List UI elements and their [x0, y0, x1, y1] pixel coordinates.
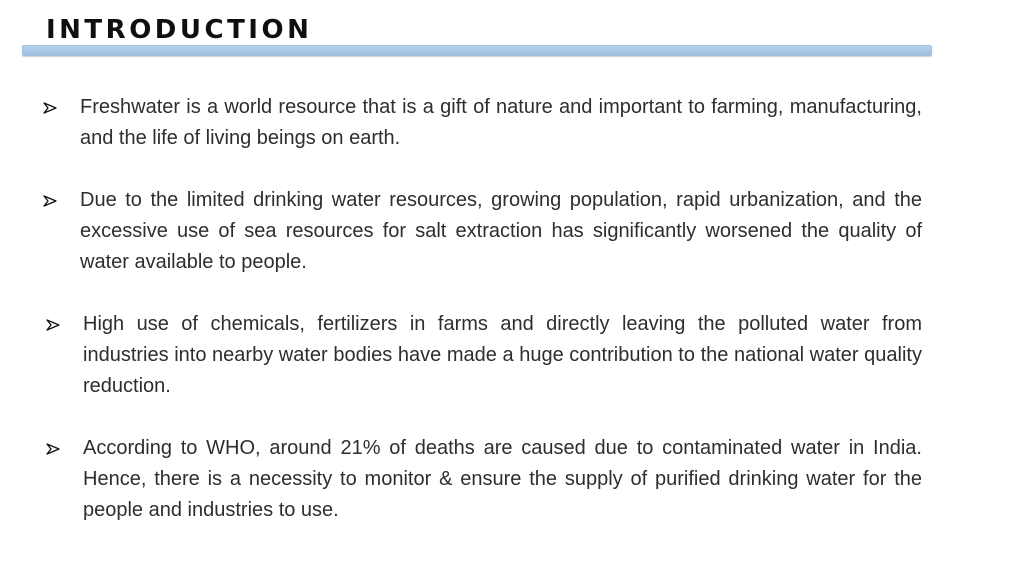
- bullet-text: Due to the limited drinking water resources, growing population, rapid urbanization, and the excessive use of sea resources for salt extraction has significantly worsened the quality of water available to people.: [80, 189, 922, 273]
- bullet-list: [40, 92, 922, 557]
- bullet-item-who-statistic: [40, 433, 922, 526]
- arrow-bullet-icon: [46, 443, 60, 455]
- arrow-bullet-icon: [46, 319, 60, 331]
- arrow-bullet-icon: [43, 102, 57, 114]
- bullet-text: High use of chemicals, fertilizers in farms and directly leaving the polluted water from industries into nearby water bodies have made a huge contribution to the national water quality reduction.: [83, 313, 922, 397]
- arrow-bullet-icon: [43, 195, 57, 207]
- bullet-text: According to WHO, around 21% of deaths are caused due to contaminated water in India. Hence, there is a necessity to monitor & ensure the supply of purified drinking water for the people and industries to use.: [83, 437, 922, 521]
- bullet-item-freshwater: [40, 92, 922, 154]
- bullet-item-limited-resources: [40, 185, 922, 278]
- bullet-item-chemicals: [40, 309, 922, 402]
- slide-title: INTRODUCTION: [46, 15, 313, 45]
- bullet-text: Freshwater is a world resource that is a gift of nature and important to farming, manufacturing, and the life of living beings on earth.: [80, 96, 922, 149]
- title-underline-bar: [22, 45, 932, 56]
